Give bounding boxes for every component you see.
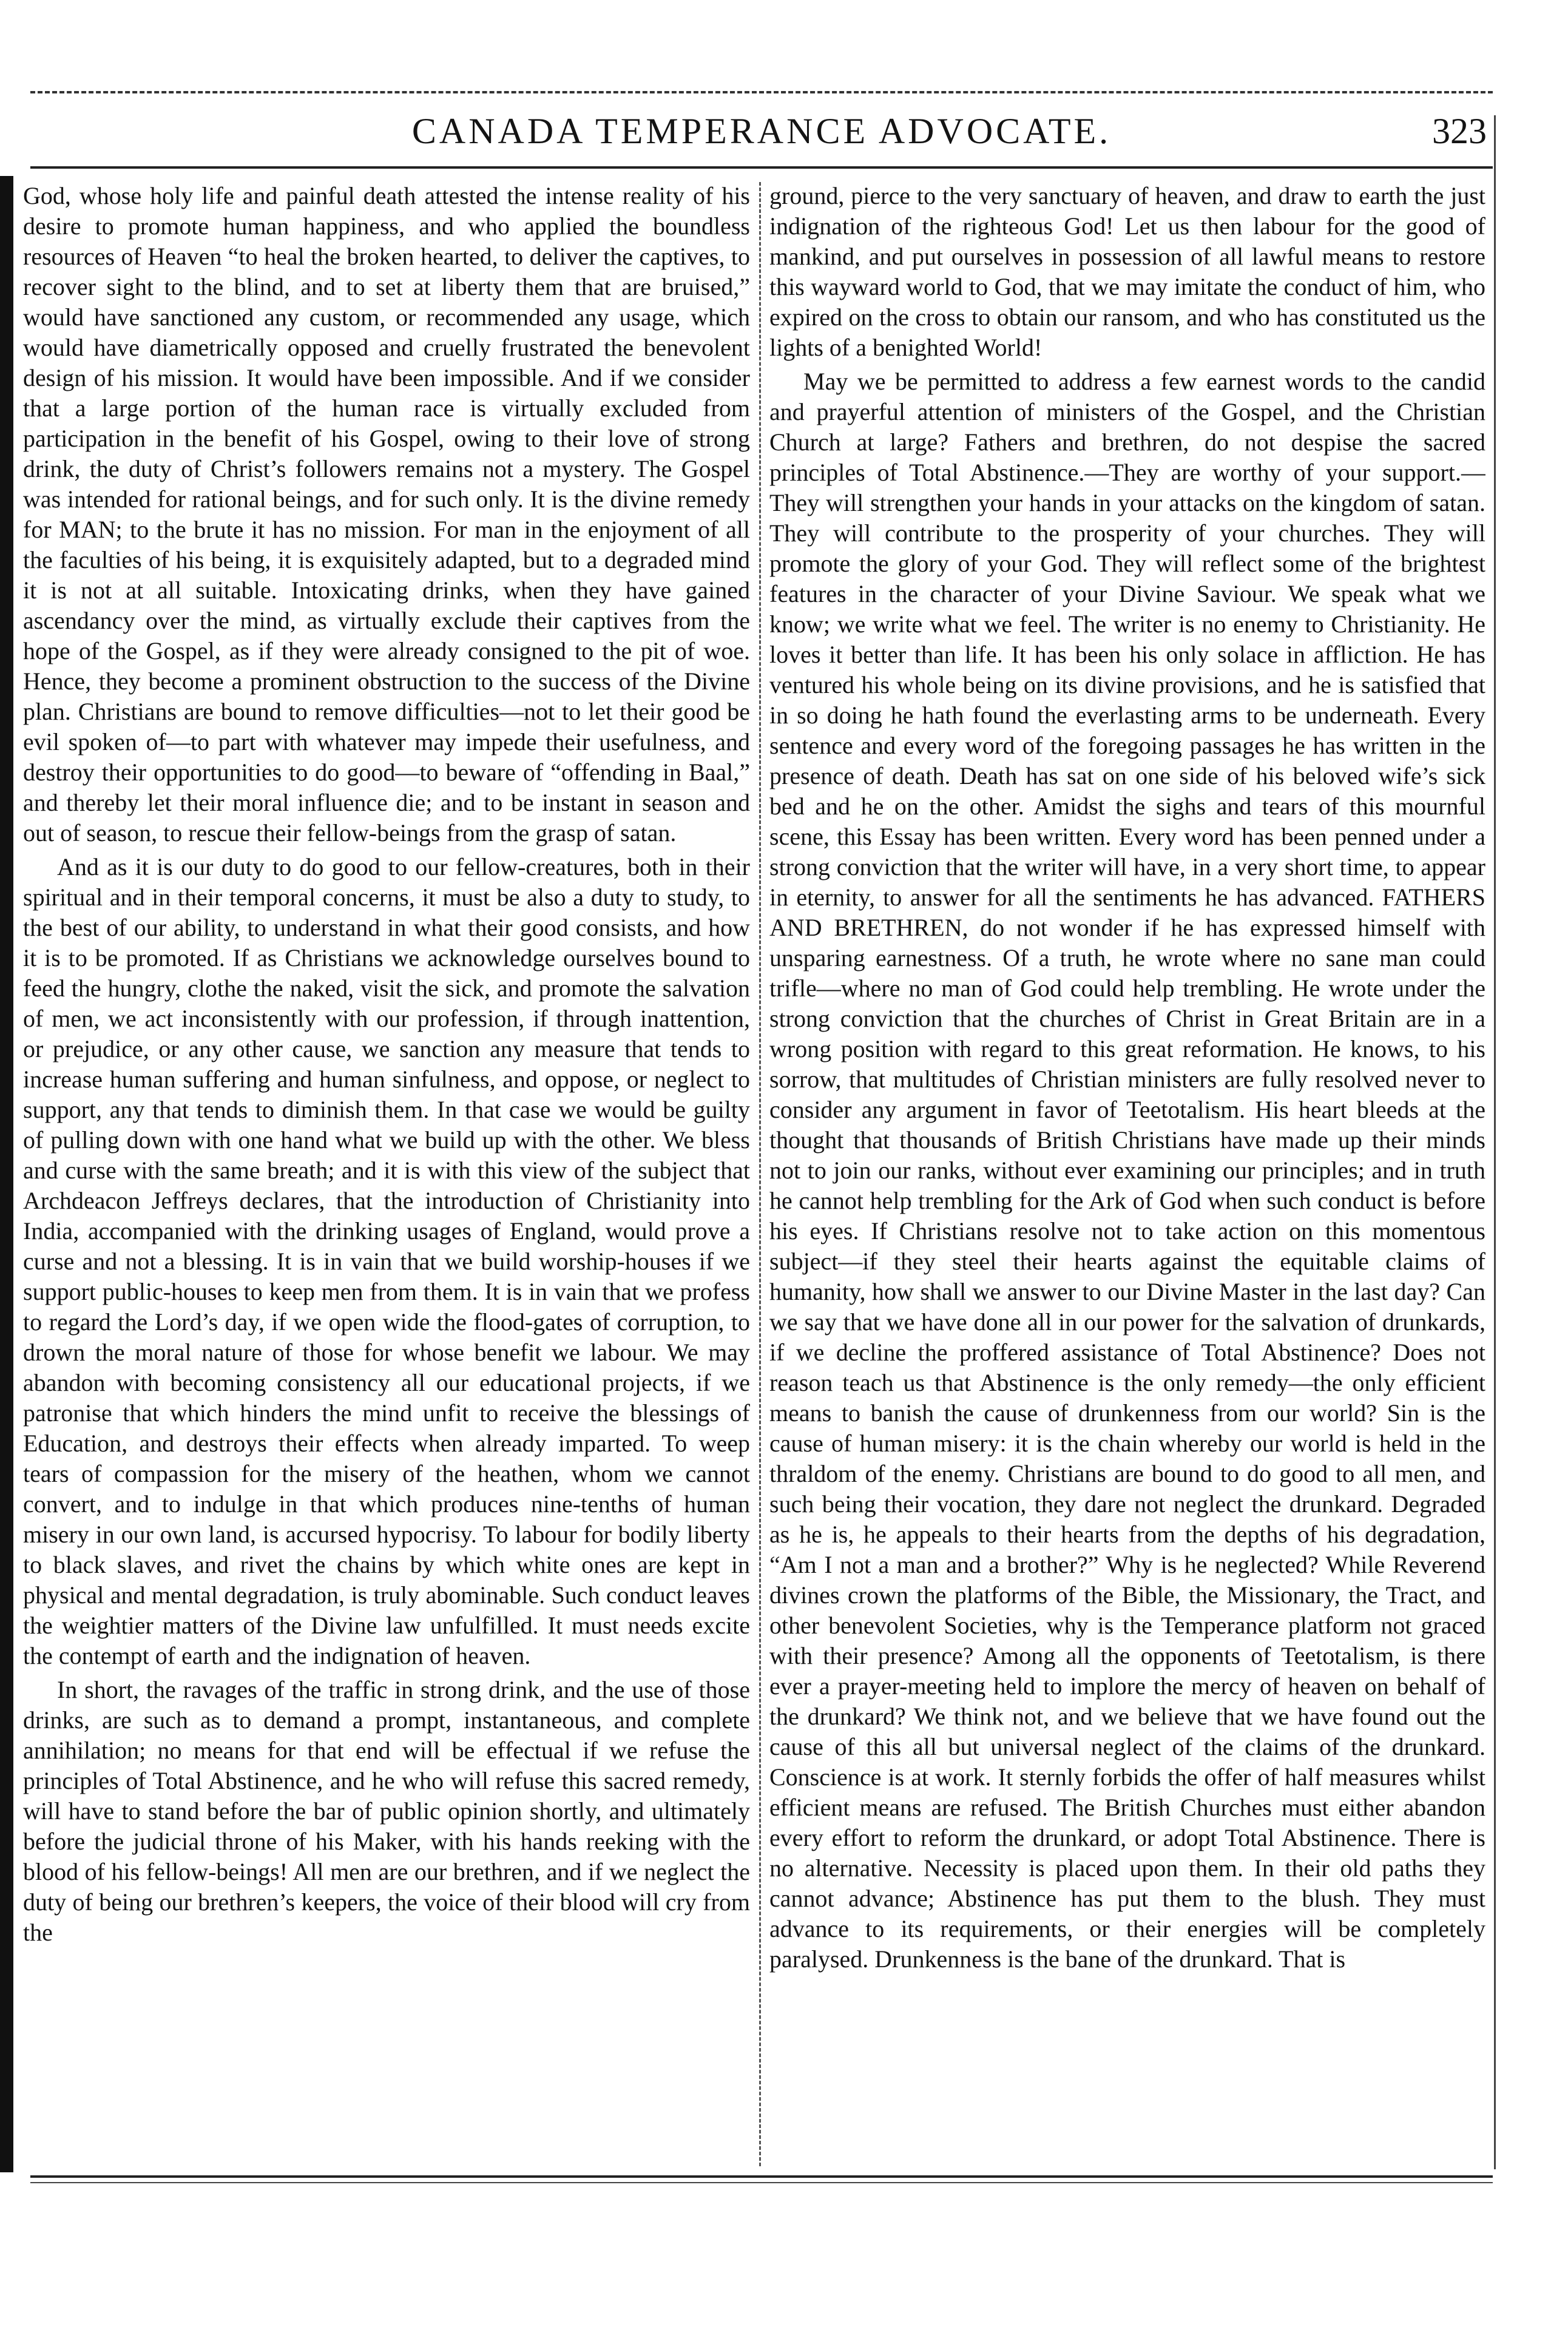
top-dashed-rule	[30, 91, 1493, 93]
column-divider	[759, 182, 761, 2166]
header-rule	[30, 166, 1493, 169]
right-paragraph-1: ground, pierce to the very sanctuary of heaven, and draw to earth the just indignation of the righteous God! Let us then labour for the good of mankind, and put ourselves in possession of all lawful means to restore this wayward world to God, that we may imitate the conduct of him, who expired on the cross to obtain our ransom, and who has constituted us the lights of a benighted World!	[769, 182, 1485, 361]
running-head	[30, 107, 1493, 155]
right-frame-rule	[1494, 115, 1496, 2169]
right-column	[769, 181, 1485, 2165]
page-number: 323	[1432, 111, 1487, 151]
right-paragraph-2: May we be permitted to address a few earnest words to the candid and prayerful attention of ministers of the Gospel, and the Christian Church at large? Fathers and brethren, do not despise the sacred principles of Total Abstinence.—They are worthy of your support.—They will strengthen your hands in your attacks on the kingdom of satan. They will contribute to the prosperity of your churches. They will promote the glory of your God. They will reflect some of the brightest features in the character of your Divine Saviour. We speak what we know; we write what we feel. The writer is no enemy to Christianity. He loves it better than life. It has been his only solace in affliction. He has ventured his whole being on its divine provisions, and he is satisfied that in so doing he hath found the everlasting arms to be underneath. Every sentence and every word of the foregoing passages he has written in the presence of death. Death has sat on one side of his beloved wife’s sick bed and he on the other. Amidst the sighs and tears of this mournful scene, this Essay has been written. Every word has been penned under a strong conviction that the writer will have, in a very short time, to appear in eternity, to answer for all the sentiments he has advanced. FATHERS AND BRETHREN, do not wonder if he has expressed himself with unsparing earnestness. Of a truth, he wrote where no sane man could trifle—where no man of God could help trembling. He wrote under the strong conviction that the churches of Christ in Great Britain are in a wrong position with regard to this great reformation. He knows, to his sorrow, that multitudes of Christian ministers are fully resolved never to consider any argument in favor of Teetotalism. His heart bleeds at the thought that thousands of British Christians have made up their minds not to join our ranks, without ever examining our principles; and in truth he cannot help trembling for the Ark of God when such conduct is before his eyes. If Christians resolve not to take action on this momentous subject—if they steel their hearts against the equitable claims of humanity, how shall we answer to our Divine Master in the last day? Can we say that we have done all in our power for the salvation of drunkards, if we decline the proffered assistance of Total Abstinence? Does not reason teach us that Abstinence is the only remedy—the only efficient means to banish the cause of drunkenness from our world? Sin is the cause of human misery: it is the chain whereby our world is held in the thraldom of the enemy. Christians are bound to do good to all men, and such being their vocation, they dare not neglect the drunkard. Degraded as he is, he appeals to their hearts from the depths of his degradation, “Am I not a man and a brother?” Why is he neglected? While Reverend divines crown the platforms of the Bible, the Missionary, the Tract, and other benevolent Societies, why is the Temperance platform not graced with their presence? Among all the opponents of Teetotalism, is there ever a prayer-meeting held to implore the mercy of heaven on behalf of the drunkard? We think not, and we believe that we have found out the cause of this all but universal neglect of the claims of the drunkard. Conscience is at work. It sternly forbids the offer of half measures whilst efficient means are refused. The British Churches must either abandon every effort to reform the drunkard, or adopt Total Abstinence. There is no alternative. Necessity is placed upon them. In their old paths they cannot advance; Abstinence has put them to the blush. They must advance to its requirements, or their energies will be completely paralysed. Drunkenness is the bane of the drunkard. That is	[769, 368, 1485, 1973]
running-title: CANADA TEMPERANCE ADVOCATE.	[411, 111, 1112, 151]
left-paragraph-2: And as it is our duty to do good to our fellow-creatures, both in their spiritual and in their temporal concerns, it must be also a duty to study, to the best of our ability, to understand in what their good consists, and how it is to be promoted. If as Christians we acknowledge ourselves bound to feed the hungry, clothe the naked, visit the sick, and promote the salvation of men, we act inconsistently with our profession, if through inattention, or prejudice, or any other cause, we sanction any measure that tends to increase human suffering and human sinfulness, and oppose, or neglect to support, any that tends to diminish them. In that case we would be guilty of pulling down with one hand what we build up with the other. We bless and curse with the same breath; and it is with this view of the subject that Archdeacon Jeffreys declares, that the introduction of Christianity into India, accompanied with the drinking usages of England, would prove a curse and not a blessing. It is in vain that we build worship-houses if we support public-houses to keep men from them. It is in vain that we profess to regard the Lord’s day, if we open wide the flood-gates of corruption, to drown the moral nature of those for whose benefit we labour. We may abandon with becoming consistency all our educational projects, if we patronise that which hinders the mind unfit to receive the blessings of Education, and destroys their effects when already imparted. To weep tears of compassion for the misery of the heathen, whom we cannot convert, and to indulge in that which produces nine-tenths of human misery in our own land, is accursed hypocrisy. To labour for bodily liberty to black slaves, and rivet the chains by which white ones are kept in physical and mental degradation, is truly abominable. Such conduct leaves the weightier matters of the Divine law unfulfilled. It must needs excite the contempt of earth and the indignation of heaven.	[23, 853, 750, 1669]
left-column	[23, 181, 750, 2165]
bottom-rule	[30, 2175, 1493, 2178]
bottom-rule-thin	[30, 2182, 1493, 2183]
binding-gutter-shadow	[0, 176, 13, 2172]
left-paragraph-1: God, whose holy life and painful death attested the intense reality of his desire to promote human happiness, and who applied the boundless resources of Heaven “to heal the broken hearted, to deliver the captives, to recover sight to the blind, and to set at liberty them that are bruised,” would have sanctioned any custom, or recommended any usage, which would have diametrically opposed and cruelly frustrated the benevolent design of his mission. It would have been impossible. And if we consider that a large portion of the human race is virtually excluded from participation in the benefit of his Gospel, owing to their love of strong drink, the duty of Christ’s followers remains not a mystery. The Gospel was intended for rational beings, and for such only. It is the divine remedy for MAN; to the brute it has no mission. For man in the enjoyment of all the faculties of his being, it is exquisitely adapted, but to a degraded mind it is not at all suitable. Intoxicating drinks, when they have gained ascendancy over the mind, as virtually exclude their captives from the hope of the Gospel, as if they were already consigned to the pit of woe. Hence, they become a prominent obstruction to the success of the Divine plan. Christians are bound to remove difficulties—not to let their good be evil spoken of—to part with whatever may impede their usefulness, and destroy their opportunities to do good—to beware of “offending in Baal,” and thereby let their moral influence die; and to be instant in season and out of season, to rescue their fellow-beings from the grasp of satan.	[23, 182, 750, 846]
left-paragraph-3: In short, the ravages of the traffic in strong drink, and the use of those drinks, are such as to demand a prompt, instantaneous, and complete annihilation; no means for that end will be effectual if we refuse the principles of Total Abstinence, and he who will refuse this sacred remedy, will have to stand before the bar of public opinion shortly, and ultimately before the judicial throne of his Maker, with his hands reeking with the blood of his fellow-beings! All men are our brethren, and if we neglect the duty of being our brethren’s keepers, the voice of their blood will cry from the	[23, 1676, 750, 1946]
